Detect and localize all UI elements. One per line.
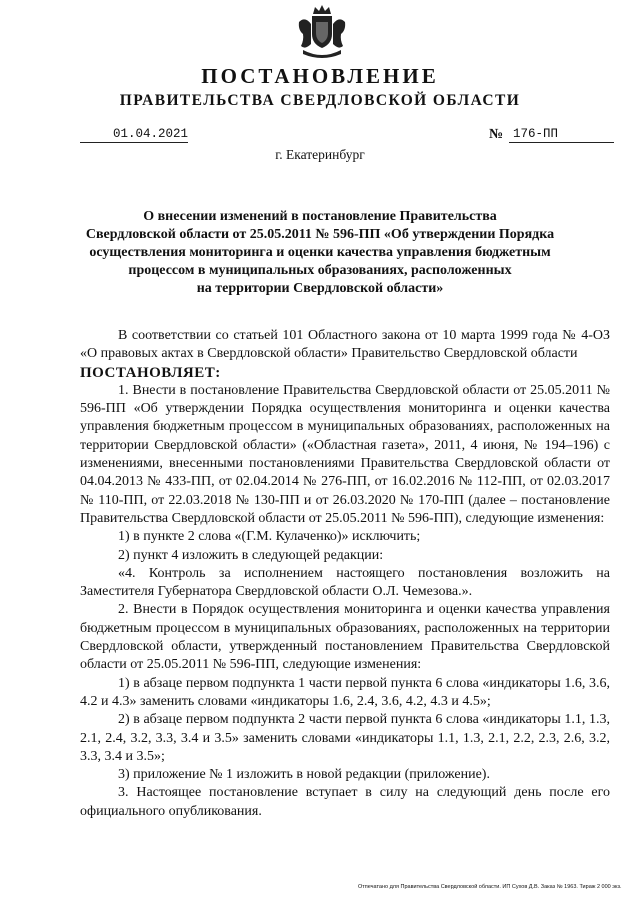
- issuing-authority: ПРАВИТЕЛЬСТВА СВЕРДЛОВСКОЙ ОБЛАСТИ: [119, 92, 521, 109]
- paragraph-3: 3. Настоящее постановление вступает в силу на следующий день после его официального опубликования.: [80, 785, 610, 819]
- paragraph-2-item-1: 1) в абзаце первом подпункта 1 части первой пункта 6 слова «индикаторы 1.6, 3.6, 4.2 и 4.3» заменить словами «индикаторы 1.6, 2.4, 3.6, 4.2, 4.3 и 4.5»;: [80, 675, 610, 709]
- heading-line: процессом в муниципальных образованиях, расположенных: [128, 263, 512, 278]
- paragraph-2-item-3: 3) приложение № 1 изложить в новой редакции (приложение).: [118, 767, 490, 783]
- document-date: 01.04.2021: [80, 127, 188, 143]
- paragraph-2: 2. Внести в Порядок осуществления мониторинга и оценки качества управления бюджетным процессом в муниципальных образованиях, расположенных на территории Свердловской области, утвержденный постановлением Правительства Свердловской области от 25.05.2011 № 596-ПП, следующие изменения:: [80, 602, 610, 673]
- document-number: 176-ПП: [509, 127, 614, 143]
- heading-line: О внесении изменений в постановление Правительства: [143, 209, 497, 224]
- print-note: Отпечатано для Правительства Свердловской области. ИП Сухов Д.В. Заказ № 1963. Тираж 2 000 экз.: [358, 884, 622, 890]
- document-body: [80, 327, 610, 821]
- decree-word: ПОСТАНОВЛЯЕТ:: [80, 364, 221, 381]
- paragraph-1: 1. Внести в постановление Правительства Свердловской области от 25.05.2011 № 596-ПП «Об утверждении Порядка осуществления мониторинга и оценки качества управления бюджетным процессом в муниципальных образованиях, расположенных на территории Свердловской области» («Областная газета», 2011, 4 июня, № 194–196) с изменениями, внесенными постановлениями Правительства Свердловской области от 04.04.2013 № 433-ПП, от 02.04.2014 № 276-ПП, от 16.02.2016 № 112-ПП, от 02.03.2017 № 110-ПП, от 22.03.2018 № 130-ПП и от 26.03.2020 № 170-ПП (далее – постановление Правительства Свердловской области от 25.05.2011 № 596-ПП), следующие изменения:: [80, 382, 610, 526]
- paragraph-1-item-3: «4. Контроль за исполнением настоящего постановления возложить на Заместителя Губернатора Свердловской области О.Л. Чемезова.».: [80, 565, 610, 600]
- preamble-paragraph: В соответствии со статьей 101 Областного закона от 10 марта 1999 года № 4-ОЗ «О правовых актах в Свердловской области» Правительство Свердловской области: [80, 328, 610, 362]
- number-sign: №: [489, 127, 504, 142]
- heading-line: осуществления мониторинга и оценки качества управления бюджетным: [89, 245, 551, 260]
- paragraph-1-item-1: 1) в пункте 2 слова «(Г.М. Кулаченко)» исключить;: [118, 529, 421, 545]
- paragraph-2-item-2: 2) в абзаце первом подпункта 2 части первой пункта 6 слова «индикаторы 1.1, 1.3, 2.1, 2.4, 3.2, 3.3, 3.4 и 3.5» заменить словами «индикаторы 1.1, 1.3, 2.1, 2.2, 2.3, 2.6, 3.2, 3.3, 3.4 и 3.5»;: [80, 712, 610, 764]
- paragraph-1-item-2: 2) пункт 4 изложить в следующей редакции:: [118, 547, 384, 563]
- heading-line: на территории Свердловской области»: [196, 281, 444, 296]
- heading-line: Свердловской области от 25.05.2011 № 596-ПП «Об утверждении Порядка: [85, 227, 555, 242]
- document-heading: [80, 208, 560, 298]
- city: г. Екатеринбург: [275, 147, 365, 162]
- coat-of-arms-icon: [295, 4, 349, 60]
- document-title: ПОСТАНОВЛЕНИЕ: [201, 64, 439, 88]
